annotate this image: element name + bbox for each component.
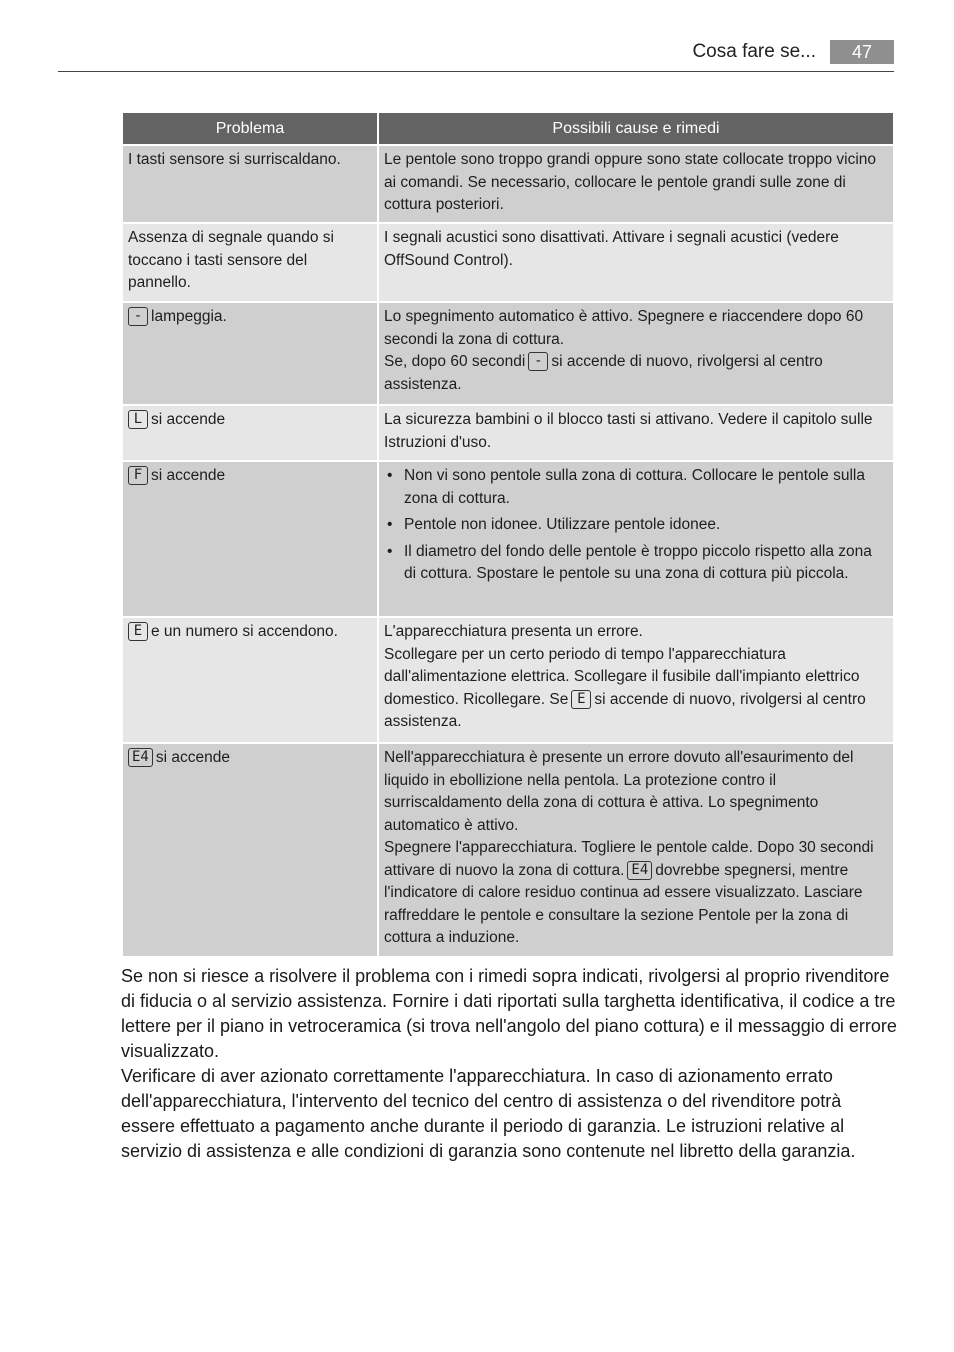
footer-paragraph: Se non si riesce a risolvere il problema con i rimedi sopra indicati, rivolgersi al proprio rivenditore di fiducia o al servizio assistenza. Fornire i dati riportati sulla targhetta identificativa, il codice a tre lettere per il piano in vetroceramica (si trova nell'angolo del piano cottura) e il messaggio di errore visualizzato. [121,966,897,1061]
display-symbol: E4 [128,748,153,767]
display-symbol: E4 [627,861,652,880]
table-row [122,223,894,302]
display-symbol: E [571,690,591,709]
display-symbol: - [528,352,548,371]
cause-text: Nell'apparecchiatura è presente un errore dovuto all'esaurimento del liquido in ebollizione nella pentola. La protezione contro il surriscaldamento della zona di cottura è attiva. Lo spegnimento automatico è attivo. [384,749,854,834]
table-row [122,461,894,617]
cause-cell [378,461,894,617]
page-header [58,38,894,72]
table-row [122,617,894,743]
column-header-causes: Possibili cause e rimedi [378,112,894,145]
cause-text: I segnali acustici sono disattivati. Attivare i segnali acustici (vedere OffSound Control). [384,229,839,269]
problem-cell [122,302,378,405]
problem-text: si accende [151,467,226,484]
display-symbol: - [128,307,148,326]
footer-notes [121,964,897,1164]
cause-text: si accende di nuovo, rivolgersi al centro assistenza. [384,353,823,393]
cause-cell [378,223,894,302]
problem-text: I tasti sensore si surriscaldano. [128,151,341,168]
table-row [122,145,894,223]
cause-text: dovrebbe spegnersi, mentre l'indicatore di calore residuo continua ad essere visualizzato. Lasciare raffreddare le pentole e consultare la sezione Pentole per la zona di cottura a induzione. [384,861,863,946]
cause-text: si accende di nuovo, rivolgersi al centro assistenza. [384,690,866,730]
cause-text: Se, dopo 60 secondi [384,353,526,370]
problem-cell [122,617,378,743]
cause-text: L'apparecchiatura presenta un errore. [384,623,643,640]
cause-cell [378,405,894,461]
list-item: • Il diametro del fondo delle pentole è troppo piccolo rispetto alla zona di cottura. Spostare le pentole su una zona di cottura più piccola. [384,541,887,586]
cause-text: Spegnere l'apparecchiatura. Togliere le pentole calde. Dopo 30 secondi attivare di nuovo la zona di cottura. [384,839,874,879]
table-row [122,302,894,405]
cause-cell [378,145,894,223]
column-header-problem: Problema [122,112,378,145]
table-row [122,743,894,957]
problem-text: lampeggia. [151,308,227,325]
list-item: • Non vi sono pentole sulla zona di cottura. Collocare le pentole sulla zona di cottura. [384,465,887,510]
problem-cell [122,743,378,957]
section-title: Cosa fare se... [692,41,816,62]
cause-cell [378,302,894,405]
cause-text: Scollegare per un certo periodo di tempo l'apparecchiatura dall'alimentazione elettrica. Scollegare il fusibile dall'impianto elettrico domestico. Ricollegare. Se [384,645,860,708]
problem-cell [122,223,378,302]
troubleshooting-table [121,111,895,958]
problem-text: e un numero si accendono. [151,623,338,640]
cause-cell [378,617,894,743]
cause-text: La sicurezza bambini o il blocco tasti si attivano. Vedere il capitolo sulle Istruzioni d'uso. [384,411,873,451]
table-row [122,405,894,461]
problem-cell [122,405,378,461]
display-symbol: F [128,466,148,485]
problem-text: si accende [155,749,230,766]
problem-cell [122,461,378,617]
cause-text: Lo spegnimento automatico è attivo. Spegnere e riaccendere dopo 60 secondi la zona di cottura. [384,308,864,348]
cause-text: Le pentole sono troppo grandi oppure sono state collocate troppo vicino ai comandi. Se necessario, collocare le pentole grandi sulle zone di cottura posteriori. [384,151,877,213]
problem-cell [122,145,378,223]
problem-text: Assenza di segnale quando si toccano i tasti sensore del pannello. [128,229,334,291]
cause-cell [378,743,894,957]
cause-list [384,465,887,586]
footer-paragraph: Verificare di aver azionato correttamente l'apparecchiatura. In caso di azionamento errato dell'apparecchiatura, l'intervento del tecnico del centro di assistenza o del rivenditore potrà essere effettuato a pagamento anche durante il periodo di garanzia. Le istruzioni relative al servizio di assistenza e alle condizioni di garanzia sono contenute nel libretto della garanzia. [121,1066,856,1161]
display-symbol: E [128,622,148,641]
display-symbol: L [128,410,148,429]
table-header-row [122,112,894,145]
page-number: 47 [830,40,894,64]
list-item: • Pentole non idonee. Utilizzare pentole idonee. [384,514,887,537]
problem-text: si accende [151,411,226,428]
